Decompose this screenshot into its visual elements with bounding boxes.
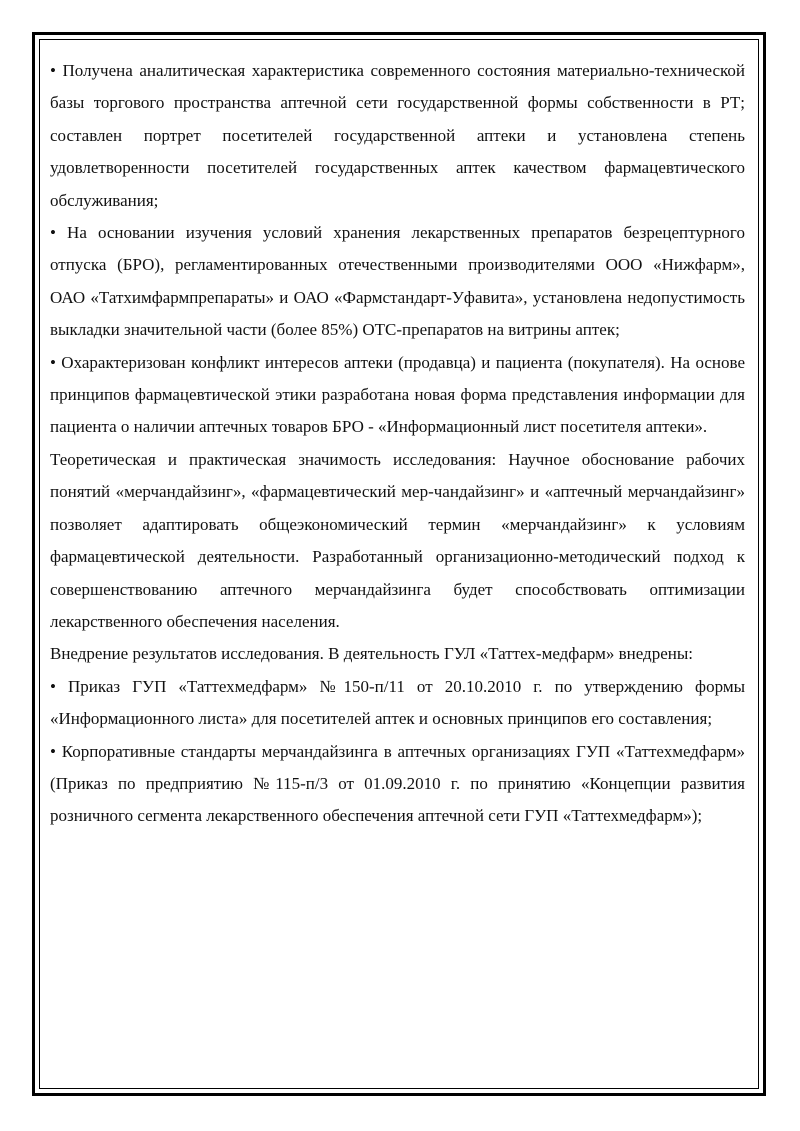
document-body (50, 55, 745, 833)
paragraph-significance: Теоретическая и практическая значимость исследования: Научное обоснование рабочих понятий «мерчандайзинг», «фармацевтический мер-чандайзинг» и «аптечный мерчандайзинг» позволяет адаптировать общеэкономический термин «мерчандайзинг» к условиям фармацевтической деятельности. Разработанный организационно-методический подход к совершенствованию аптечного мерчандайзинга будет способствовать оптимизации лекарственного обеспечения населения. (50, 449, 745, 631)
paragraph-corporate-standards: • Корпоративные стандарты мерчандайзинга в аптечных организациях ГУП «Таттехмедфарм» (Приказ по предприятию №115-п/3 от 01.09.2010 г. по принятию «Концепции развития розничного сегмента лекарственного обеспечения аптечной сети ГУП «Таттехмедфарм»); (50, 741, 745, 826)
paragraph-implementation: Внедрение результатов исследования. В деятельность ГУЛ «Таттех-медфарм» внедрены: (50, 644, 693, 664)
paragraph-conflict-of-interest: • Охарактеризован конфликт интересов аптеки (продавца) и пациента (покупателя). На основе принципов фармацевтической этики разработана новая форма представления информации для пациента о наличии аптечных товаров БРО - «Информационный лист посетителя аптеки». (50, 352, 745, 437)
paragraph-storage-conditions: • На основании изучения условий хранения лекарственных препаратов безрецептурного отпуска (БРО), регламентированных отечественными производителями ООО «Нижфарм», ОАО «Татхимфармпрепараты» и ОАО «Фармстандарт-Уфавита», установлена недопустимость выкладки значительной части (более 85%) ОТС-препаратов на витрины аптек; (50, 223, 745, 340)
page-border-frame (32, 32, 766, 1096)
paragraph-material-base: • Получена аналитическая характеристика современного состояния материально-технической базы торгового пространства аптечной сети государственной формы собственности в РТ; составлен портрет посетителей государственной аптеки и установлена степень удовлетворенности посетителей государственных аптек качеством фармацевтического обслуживания; (50, 61, 745, 210)
paragraph-order-150: • Приказ ГУП «Таттехмедфарм» №150-п/11 от 20.10.2010 г. по утверждению формы «Информационного листа» для посетителей аптек и основных принципов его составления; (50, 676, 745, 729)
